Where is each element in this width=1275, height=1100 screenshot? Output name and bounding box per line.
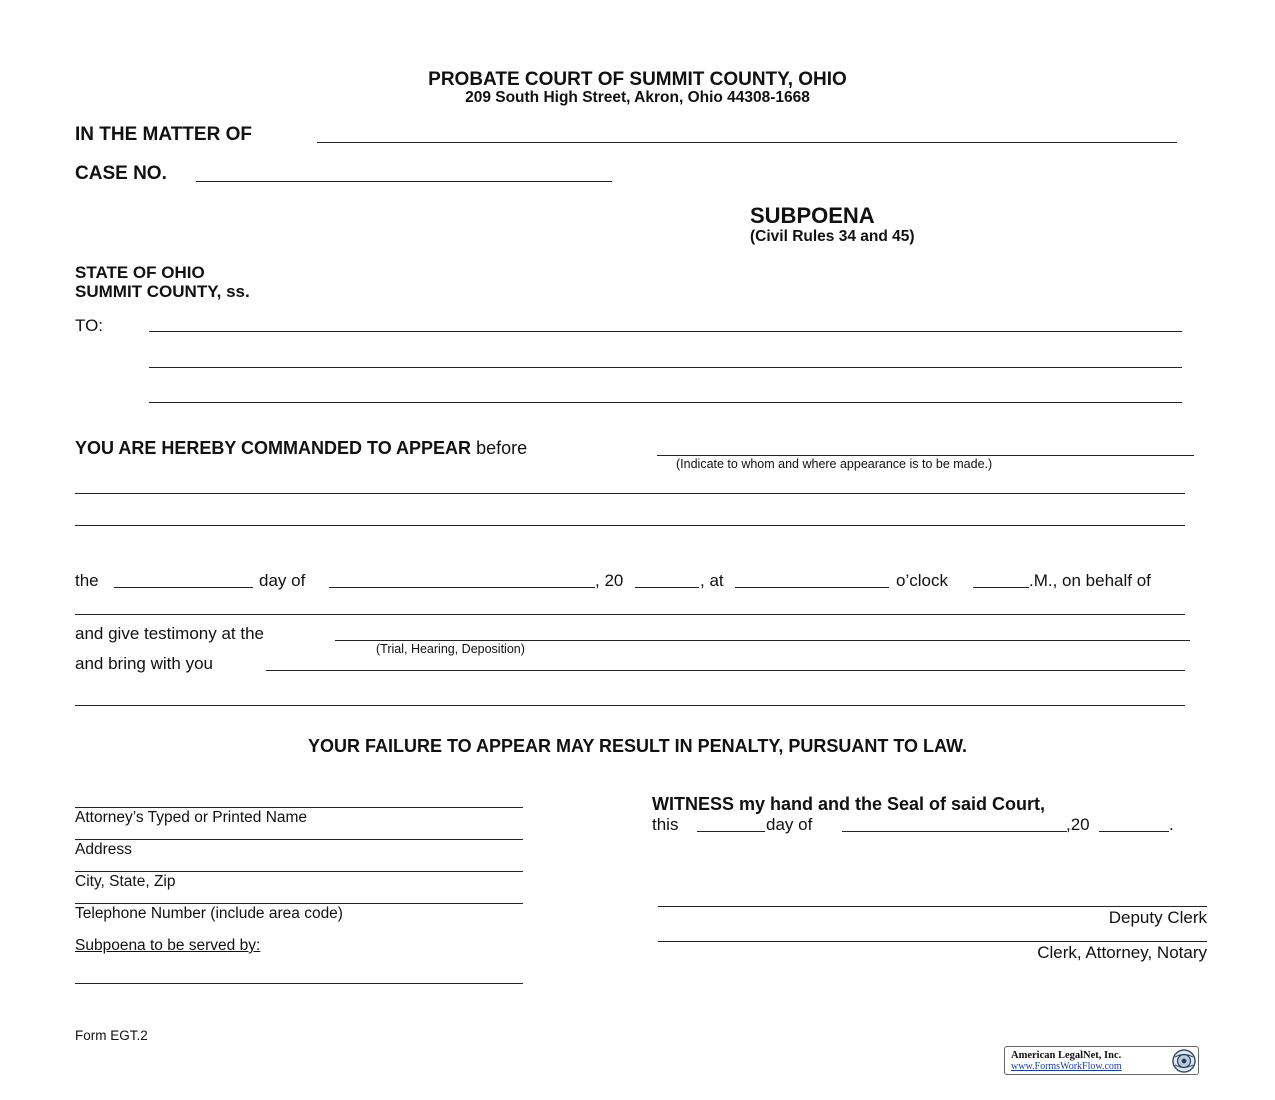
attorney-name-label: Attorney’s Typed or Printed Name xyxy=(75,809,308,826)
time-field[interactable] xyxy=(735,587,889,588)
document-title: SUBPOENA xyxy=(750,203,875,228)
appear-before-field[interactable] xyxy=(657,455,1194,456)
case-number-field[interactable] xyxy=(196,181,612,182)
deputy-clerk-label: Deputy Clerk xyxy=(1108,908,1207,927)
testimony-field[interactable] xyxy=(335,640,1190,641)
logo-url[interactable]: www.FormsWorkFlow.com xyxy=(1011,1061,1122,1072)
to-field-2[interactable] xyxy=(149,367,1182,368)
witness-month-field[interactable] xyxy=(842,831,1067,832)
bring-label: and bring with you xyxy=(75,654,213,673)
witness-statement: WITNESS my hand and the Seal of said Court, xyxy=(652,794,1046,814)
deputy-clerk-signature-line[interactable] xyxy=(658,906,1207,907)
on-behalf-field[interactable] xyxy=(75,614,1185,615)
date-year-prefix: , 20 xyxy=(595,571,624,590)
penalty-warning: YOUR FAILURE TO APPEAR MAY RESULT IN PENALTY, PURSUANT TO LAW. xyxy=(307,736,968,756)
attorney-address-field[interactable] xyxy=(75,839,523,840)
testimony-label: and give testimony at the xyxy=(75,624,265,643)
attorney-city-field[interactable] xyxy=(75,871,523,872)
command-bold: YOU ARE HEREBY COMMANDED TO APPEAR xyxy=(75,438,472,458)
attorney-city-label: City, State, Zip xyxy=(75,873,176,890)
venue-state: STATE OF OHIO xyxy=(75,263,205,282)
witness-year-prefix: ,20 xyxy=(1066,815,1090,834)
american-legalnet-logo[interactable] xyxy=(1004,1046,1199,1075)
bring-field-2[interactable] xyxy=(75,705,1185,706)
appear-before-hint: (Indicate to whom and where appearance is to be made.) xyxy=(676,457,993,471)
case-number-label: CASE NO. xyxy=(75,163,167,184)
date-day-of-label: day of xyxy=(259,571,306,590)
witness-day-of-label: day of xyxy=(766,815,813,834)
to-field-3[interactable] xyxy=(149,402,1182,403)
to-label: TO: xyxy=(75,316,104,335)
attorney-name-field[interactable] xyxy=(75,807,523,808)
attorney-address-label: Address xyxy=(75,841,132,858)
oclock-label: o’clock xyxy=(896,571,948,590)
matter-field[interactable] xyxy=(317,142,1177,143)
meridiem-field[interactable] xyxy=(973,587,1029,588)
served-by-field[interactable] xyxy=(75,983,523,984)
served-by-label: Subpoena to be served by: xyxy=(75,937,261,954)
witness-day-field[interactable] xyxy=(697,831,765,832)
witness-year-field[interactable] xyxy=(1099,831,1169,832)
command-text xyxy=(75,438,527,459)
venue-county: SUMMIT COUNTY, ss. xyxy=(75,282,250,301)
attorney-phone-label: Telephone Number (include area code) xyxy=(75,905,343,922)
testimony-hint: (Trial, Hearing, Deposition) xyxy=(376,642,525,656)
month-field[interactable] xyxy=(329,587,595,588)
command-before: before xyxy=(476,438,528,458)
court-address: 209 South High Street, Akron, Ohio 44308-1668 xyxy=(465,89,810,106)
appear-before-field-2[interactable] xyxy=(75,493,1185,494)
bring-field[interactable] xyxy=(266,670,1185,671)
clerk-signature-line[interactable] xyxy=(658,941,1207,942)
logo-company-name: American LegalNet, Inc. xyxy=(1011,1050,1122,1061)
document-subtitle: (Civil Rules 34 and 45) xyxy=(750,228,915,245)
year-field[interactable] xyxy=(635,587,699,588)
witness-this-label: this xyxy=(652,815,679,834)
appear-before-field-3[interactable] xyxy=(75,525,1185,526)
on-behalf-label: .M., on behalf of xyxy=(1029,571,1151,590)
globe-icon xyxy=(1171,1048,1197,1074)
attorney-phone-field[interactable] xyxy=(75,903,523,904)
clerk-attorney-notary-label: Clerk, Attorney, Notary xyxy=(1037,943,1207,962)
witness-period: . xyxy=(1169,815,1174,834)
day-field[interactable] xyxy=(114,587,253,588)
form-id: Form EGT.2 xyxy=(75,1028,148,1043)
court-name: PROBATE COURT OF SUMMIT COUNTY, OHIO xyxy=(428,69,847,90)
to-field-1[interactable] xyxy=(149,331,1182,332)
date-at-label: , at xyxy=(700,571,724,590)
date-the-label: the xyxy=(75,571,99,590)
matter-label: IN THE MATTER OF xyxy=(75,124,252,145)
